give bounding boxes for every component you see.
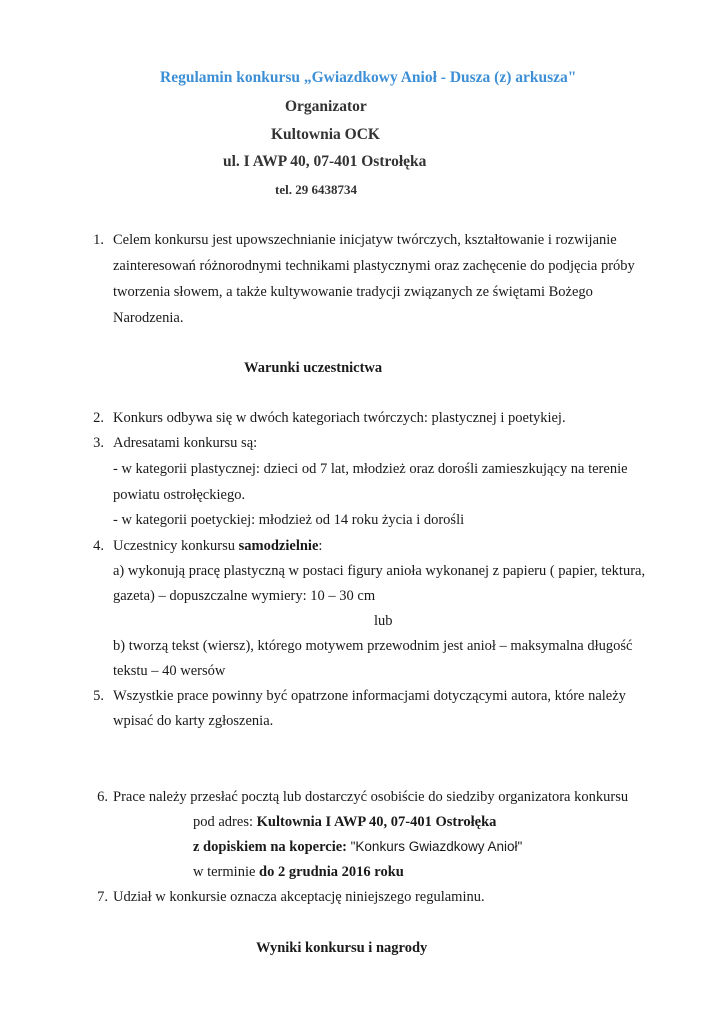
item-number: 5. — [93, 688, 104, 704]
item-number: 2. — [93, 410, 104, 426]
item-number: 3. — [93, 435, 104, 451]
item1-line: Celem konkursu jest upowszechnianie inicjatyw twórczych, kształtowanie i rozwijanie — [113, 232, 617, 248]
item6-address-prefix: pod adres: — [193, 814, 257, 830]
item6-text: Prace należy przesłać pocztą lub dostarczyć osobiście do siedziby organizatora konkursu — [113, 789, 629, 805]
item5-line: wpisać do karty zgłoszenia. — [113, 713, 274, 729]
item1-line: zainteresowań różnorodnymi technikami plastycznymi oraz zachęcenie do podjęcia próby — [113, 258, 635, 274]
item-number: 6. — [97, 789, 108, 805]
item6-note-bold: z dopiskiem na kopercie: — [193, 839, 351, 855]
item6-address-bold: Kultownia I AWP 40, 07-401 Ostrołęka — [256, 814, 497, 830]
item6-deadline — [193, 864, 404, 881]
document-title: Regulamin konkursu „Gwiazdkowy Anioł - Dusza (z) arkusza" — [160, 69, 577, 86]
item-number: 4. — [93, 538, 104, 554]
item6-envelope-note — [193, 839, 522, 856]
organizer-phone: tel. 29 6438734 — [275, 182, 357, 197]
item4-option-a-line: a) wykonują pracę plastyczną w postaci figury anioła wykonanej z papieru ( papier, tektura, — [113, 563, 646, 579]
item3-text: Adresatami konkursu są: — [113, 435, 258, 451]
item-number: 1. — [93, 232, 104, 248]
organizer-name: Kultownia OCK — [271, 126, 380, 143]
item4-text-bold: samodzielnie — [238, 538, 319, 554]
item4-text-start: Uczestnicy konkursu — [113, 538, 239, 554]
item6-deadline-prefix: w terminie — [193, 864, 260, 880]
item7-text: Udział w konkursie oznacza akceptację niniejszego regulaminu. — [113, 889, 485, 905]
item4-text-end: : — [318, 538, 323, 554]
item1-line: Narodzenia. — [113, 310, 184, 326]
item6-note-text: "Konkurs Gwiazdkowy Anioł" — [350, 839, 523, 854]
item3-sub-line: - w kategorii poetyckiej: młodzież od 14 roku życia i dorośli — [113, 512, 465, 528]
organizer-label: Organizator — [285, 98, 367, 115]
item6-address — [193, 814, 496, 831]
section-heading-conditions: Warunki uczestnictwa — [244, 360, 383, 376]
item-number: 7. — [97, 889, 108, 905]
section-heading-results: Wyniki konkursu i nagrody — [256, 940, 428, 956]
item3-sub-line: - w kategorii plastycznej: dzieci od 7 lat, młodzież oraz dorośli zamieszkujący na terenie — [113, 461, 628, 477]
item3-sub-line: powiatu ostrołęckiego. — [113, 487, 246, 503]
item4-option-a-line: gazeta) – dopuszczalne wymiery: 10 – 30 cm — [113, 588, 376, 604]
item4-option-b-line: b) tworzą tekst (wiersz), którego motywem przewodnim jest anioł – maksymalna długość — [113, 638, 633, 654]
item4-option-b-line: tekstu – 40 wersów — [113, 663, 226, 679]
item6-deadline-bold: do 2 grudnia 2016 roku — [259, 864, 404, 880]
item1-line: tworzenia słowem, a także kultywowanie tradycji związanych ze świętami Bożego — [113, 284, 593, 300]
item4-text — [113, 538, 322, 555]
item4-or: lub — [374, 613, 393, 629]
item5-line: Wszystkie prace powinny być opatrzone informacjami dotyczącymi autora, które należy — [113, 688, 626, 704]
item2-text: Konkurs odbywa się w dwóch kategoriach twórczych: plastycznej i poetykiej. — [113, 410, 566, 426]
organizer-address: ul. I AWP 40, 07-401 Ostrołęka — [223, 153, 427, 170]
